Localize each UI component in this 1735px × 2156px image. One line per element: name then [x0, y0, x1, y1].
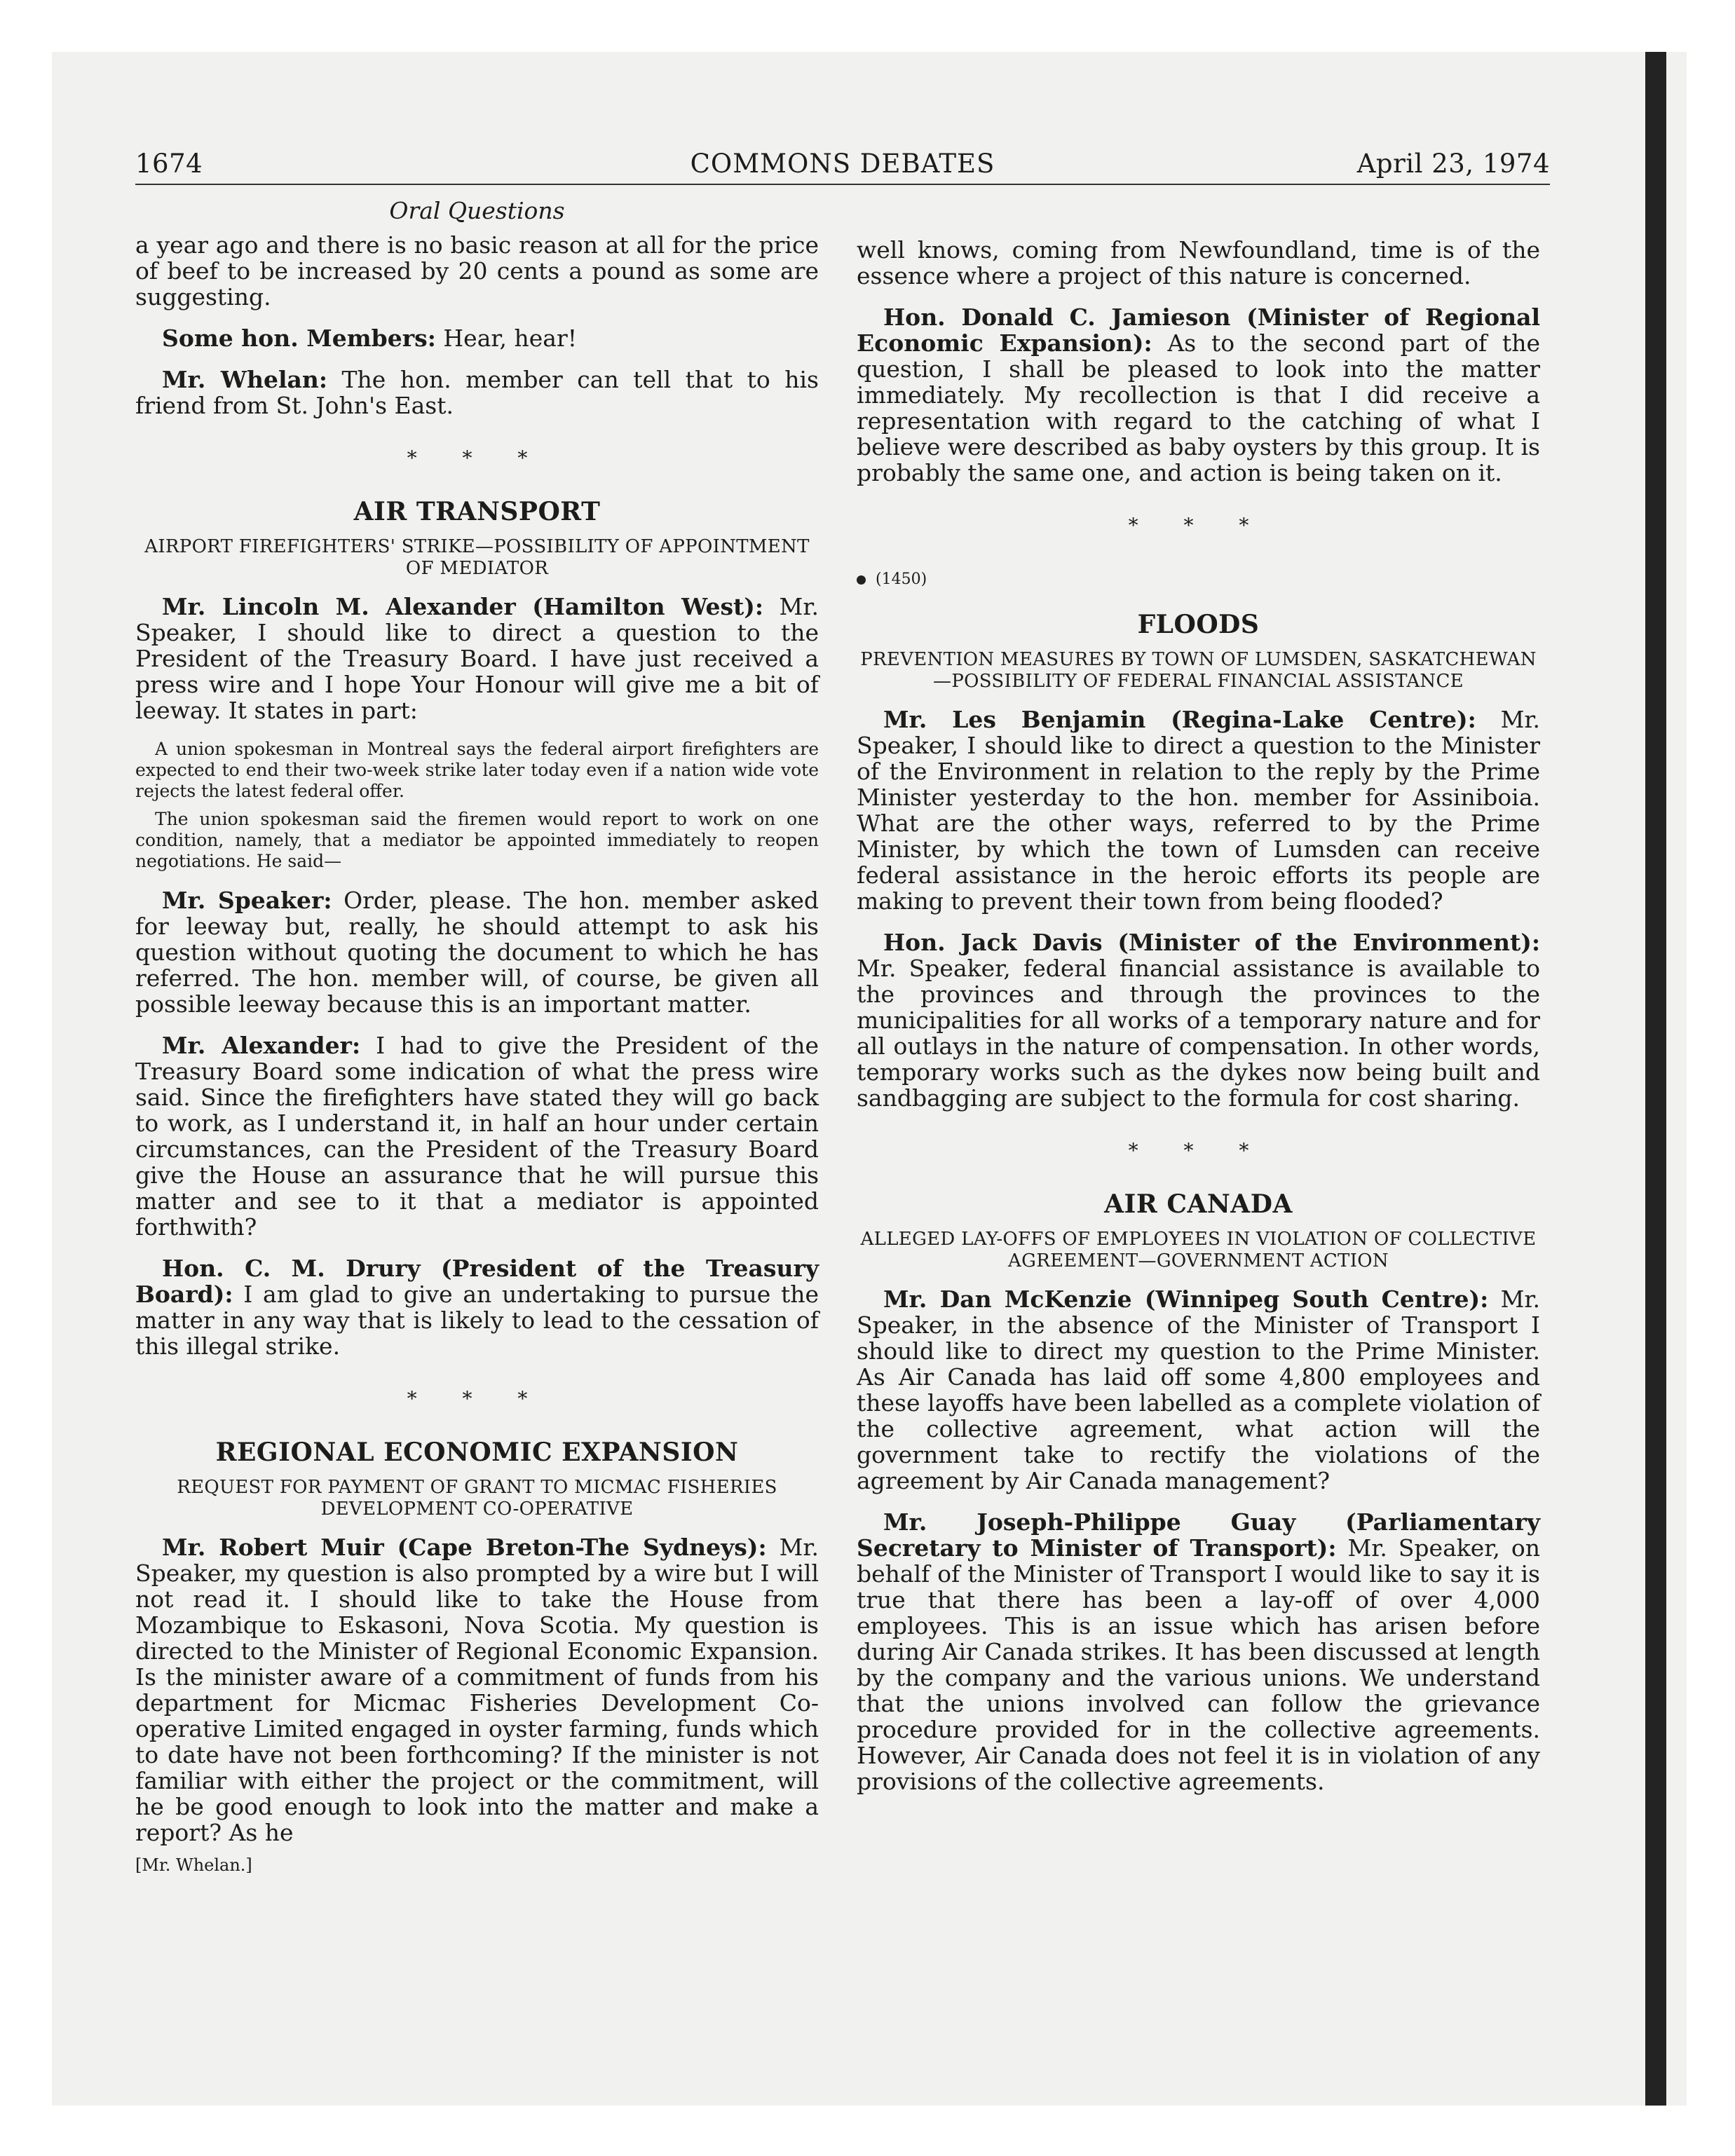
quotation: A union spokesman in Montreal says the federal airport firefighters are expected to end their two-week strike later today even if a nation wide vote rejects the latest federal offer. [135, 739, 819, 801]
speaker: Mr. Whelan: [162, 366, 328, 393]
speech [857, 929, 1540, 1111]
speech-text: Mr. Speaker, federal financial assistance is available to the provinces and through the provinces to the municipalities for all works of a temporary nature and for all outlays in the nature of compensation. In other words, temporary works such as the dykes now being built and sandbagging are subject to the formula for cost sharing. [857, 955, 1540, 1112]
section-subtitle: ALLEGED LAY-OFFS OF EMPLOYEES IN VIOLATION OF COLLECTIVE AGREEMENT—GOVERNMENT ACTION [860, 1229, 1537, 1271]
speech [135, 367, 819, 418]
speaker: Mr. Lincoln M. Alexander (Hamilton West): [162, 593, 764, 620]
speech-text: Hear, hear! [435, 325, 577, 352]
right-column [857, 237, 1540, 1810]
running-head: Oral Questions [389, 197, 565, 224]
publication-title: COMMONS DEBATES [690, 149, 995, 179]
speaker: Some hon. Members: [162, 325, 436, 352]
speech-text: I had to give the President of the Treasury Board some indication of what the press wire said. Since the firefighters have stated they will go back to work, as I understand it, in half an hour under certain circumstances, can the President of the Treasury Board give the House an assurance that he will pursue this matter and see to it that a mediator is appointed forthwith? [135, 1032, 819, 1241]
header-rule [135, 184, 1550, 185]
speech-text: Mr. Speaker, in the absence of the Minister of Transport I should like to direct my question to the Prime Minister. As Air Canada has laid off some 4,800 employees and these layoffs have been labelled as a complete violation of the collective agreement, what action will the government take to rectify the violations of the agreement by Air Canada management? [857, 1285, 1540, 1494]
speech-text: The hon. member can tell that to his friend from St. John's East. [135, 366, 819, 419]
speaker: Hon. C. M. Drury (President of the Treasury Board): [135, 1255, 819, 1308]
bullet-icon [857, 575, 866, 585]
speech [135, 1534, 819, 1845]
speech-text: Mr. Speaker, I should like to direct a question to the President of the Treasury Board. I have just received a press wire and I hope Your Honour will give me a bit of leeway. It states in part: [135, 593, 819, 724]
speech [857, 304, 1540, 486]
speech [857, 1286, 1540, 1494]
speaker: Hon. Jack Davis (Minister of the Environment): [883, 929, 1540, 956]
left-column [135, 198, 819, 1878]
speaker: Mr. Alexander: [162, 1032, 361, 1059]
paragraph: a year ago and there is no basic reason at all for the price of beef to be increased by 20 cents a pound as some are suggesting. [135, 231, 819, 311]
section-separator: * * * [407, 446, 547, 470]
section-subtitle: PREVENTION MEASURES BY TOWN OF LUMSDEN, SASKATCHEWAN—POSSIBILITY OF FEDERAL FINANCIAL ASSISTANCE [860, 649, 1537, 692]
speech-text: As to the second part of the question, I shall be pleased to look into the matter immediately. My recollection is that I did receive a representation with regard to the catching of what I believe were described as baby oysters by this group. It is probably the same one, and action is being taken on it. [857, 329, 1540, 486]
section-separator: * * * [1128, 514, 1269, 537]
speech-text: Mr. Speaker, on behalf of the Minister of Transport I would like to say it is true that there has been a lay-off of over 4,000 employees. This is an issue which has arisen before during Air Canada strikes. It has been discussed at length by the company and the various unions. We understand that the unions involved can follow the grievance procedure provided for in the collective agreements. However, Air Canada does not feel it is in violation of any provisions of the collective agreements. [857, 1534, 1540, 1795]
speaker: Hon. Donald C. Jamieson (Minister of Regional Economic Expansion): [857, 303, 1540, 357]
footer-note: [Mr. Whelan.] [135, 1855, 252, 1875]
time-marker-label: (1450) [876, 571, 927, 588]
section-title: AIR TRANSPORT [353, 497, 601, 526]
speech [135, 594, 819, 723]
section-separator: * * * [1128, 1139, 1269, 1162]
speech [135, 1255, 819, 1359]
speech-text: Mr. Speaker, my question is also prompted by a wire but I will not read it. I should like to take the House from Mozambique to Eskasoni, Nova Scotia. My question is directed to the Minister of Regional Economic Expansion. Is the minister aware of a commitment of funds from his department for Micmac Fisheries Development Co-operative Limited engaged in oyster farming, funds which to date have not been forthcoming? If the minister is not familiar with either the project or the commitment, will he be good enough to look into the matter and make a report? As he [135, 1534, 819, 1846]
section-title: AIR CANADA [1104, 1189, 1293, 1219]
speaker: Mr. Robert Muir (Cape Breton-The Sydneys): [162, 1534, 767, 1561]
section-title: FLOODS [1137, 610, 1260, 639]
section-subtitle: REQUEST FOR PAYMENT OF GRANT TO MICMAC FISHERIES DEVELOPMENT CO-OPERATIVE [177, 1477, 777, 1520]
section-title: REGIONAL ECONOMIC EXPANSION [215, 1438, 739, 1467]
quotation: The union spokesman said the firemen would report to work on one condition, namely, that a mediator be appointed immediately to reopen negotiations. He said— [135, 809, 819, 871]
speech [135, 887, 819, 1017]
speech-text: I am glad to give an undertaking to pursue the matter in any way that is likely to lead to the cessation of this illegal strike. [135, 1281, 819, 1360]
speaker: Mr. Dan McKenzie (Winnipeg South Centre): [883, 1285, 1489, 1313]
time-marker [857, 566, 1540, 592]
section-separator: * * * [407, 1387, 547, 1410]
page-header [135, 149, 1550, 185]
paragraph: well knows, coming from Newfoundland, time is of the essence where a project of this nature is concerned. [857, 236, 1540, 289]
speech [135, 1032, 819, 1240]
page-number: 1674 [135, 149, 203, 179]
speaker: Mr. Les Benjamin (Regina-Lake Centre): [883, 706, 1476, 733]
speaker: Mr. Speaker: [162, 887, 332, 914]
binding-edge [1645, 52, 1666, 2106]
speech [135, 325, 819, 351]
speaker: Mr. Joseph-Philippe Guay (Parliamentary Secretary to Minister of Transport): [857, 1508, 1540, 1562]
speech-text: Mr. Speaker, I should like to direct a question to the Minister of the Environment in relation to the reply by the Prime Minister yesterday to the hon. member for Assiniboia. What are the other ways, referred to by the Prime Minister, by which the town of Lumsden can receive federal assistance in the heroic efforts its people are making to prevent their town from being flooded? [857, 706, 1540, 915]
section-subtitle: AIRPORT FIREFIGHTERS' STRIKE—POSSIBILITY OF APPOINTMENT OF MEDIATOR [144, 536, 810, 579]
speech [857, 1509, 1540, 1794]
speech [857, 707, 1540, 914]
page-date: April 23, 1974 [1356, 149, 1550, 179]
speech-text: Order, please. The hon. member asked for leeway but, really, he should attempt to ask his question without quoting the document to which he has referred. The hon. member will, of course, be given all possible leeway because this is an important matter. [135, 887, 819, 1018]
